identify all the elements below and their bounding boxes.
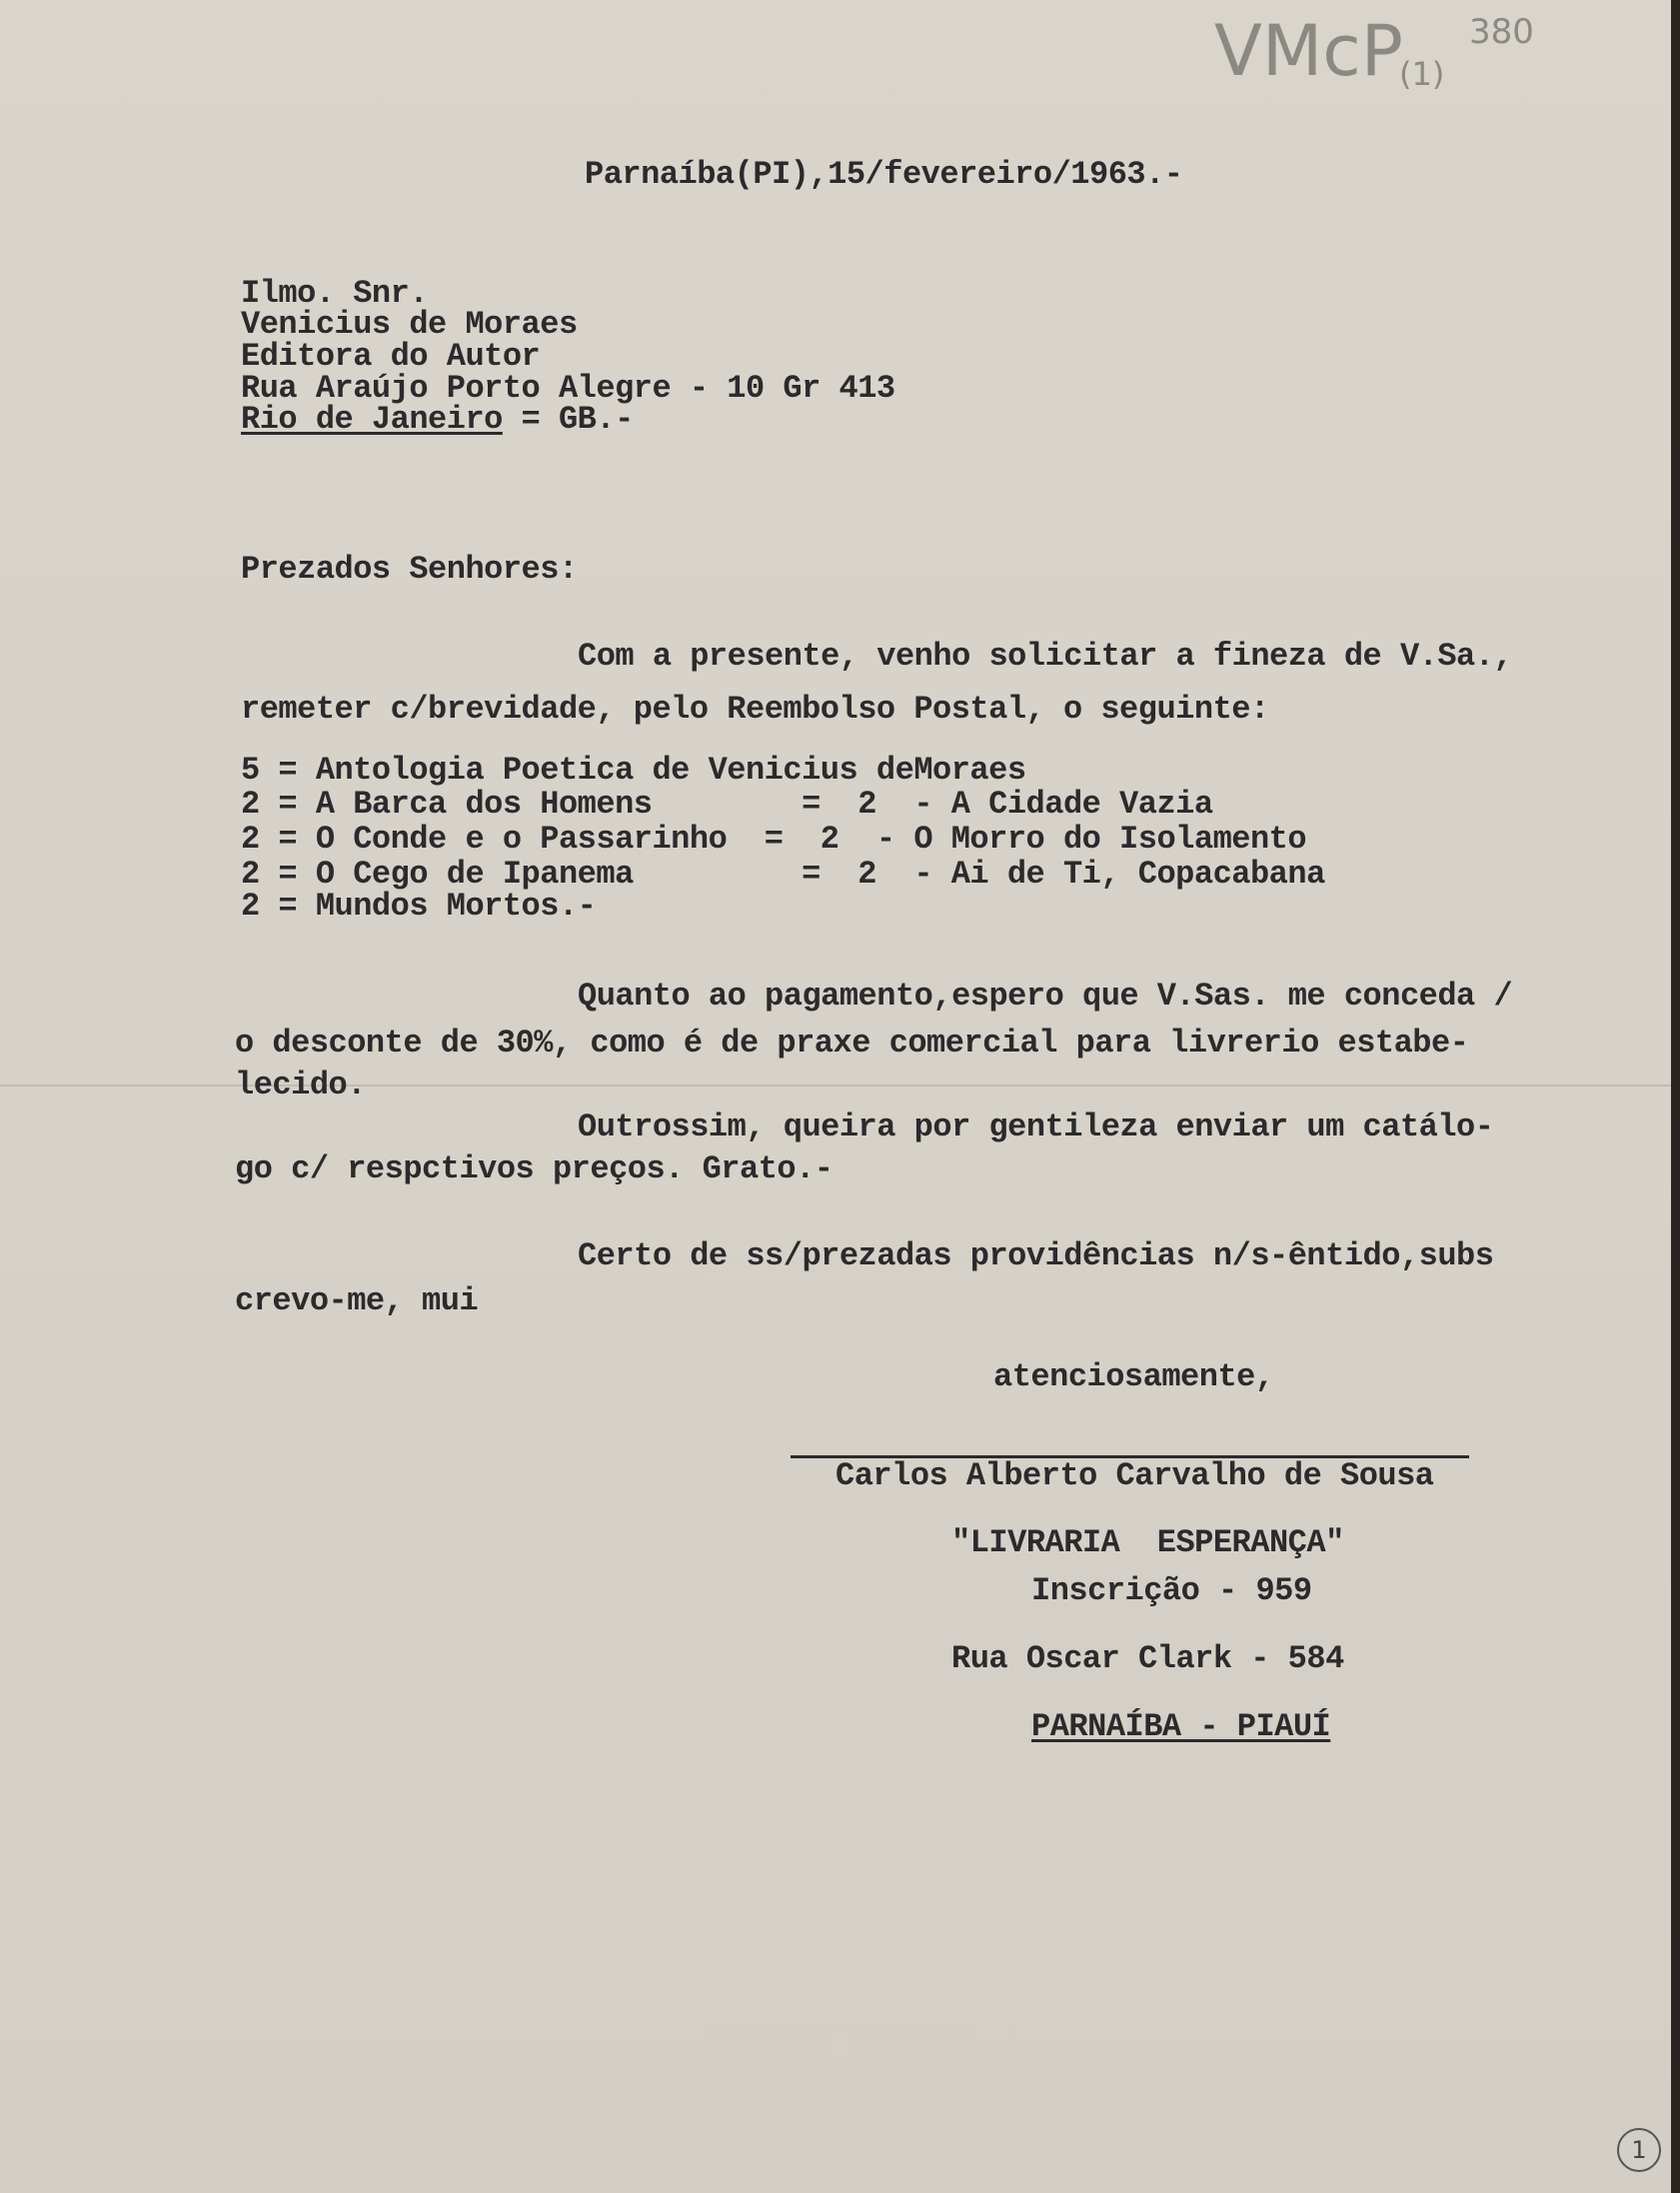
business-name: "LIVRARIA ESPERANÇA" xyxy=(951,1524,1344,1561)
archive-sub: (1) xyxy=(1399,55,1445,93)
order-item: 2 = A Barca dos Homens = 2 - A Cidade Vazia xyxy=(241,786,1213,823)
business-address: Rua Oscar Clark - 584 xyxy=(951,1640,1344,1677)
paragraph-line: Outrossim, queira por gentileza enviar um catálo- xyxy=(578,1108,1494,1145)
order-item: 2 = O Conde e o Passarinho = 2 - O Morro do Isolamento xyxy=(241,821,1307,858)
signer-name: Carlos Alberto Carvalho de Sousa xyxy=(836,1457,1434,1494)
recipient-line: Editora do Autor xyxy=(241,338,541,375)
archive-code: VMcP xyxy=(1214,10,1403,92)
paragraph-line: Com a presente, venho solicitar a fineza de V.Sa., xyxy=(578,638,1513,675)
paragraph-line: remeter c/brevidade, pelo Reembolso Postal, o seguinte: xyxy=(241,691,1269,728)
paragraph-line: o desconte de 30%, como é de praxe comercial para livrerio estabe- xyxy=(235,1025,1469,1062)
order-item: 2 = Mundos Mortos.- xyxy=(241,888,597,925)
order-item: 2 = O Cego de Ipanema = 2 - Ai de Ti, Copacabana xyxy=(241,856,1325,893)
page-number-mark: 1 xyxy=(1617,2128,1661,2172)
salutation: Prezados Senhores: xyxy=(241,551,578,588)
recipient-line: Venicius de Moraes xyxy=(241,306,578,343)
recipient-line: Rua Araújo Porto Alegre - 10 Gr 413 xyxy=(241,370,895,407)
recipient-line: Ilmo. Snr. xyxy=(241,275,429,312)
order-item: 5 = Antologia Poetica de Venicius deMoraes xyxy=(241,752,1026,789)
paragraph-line: Certo de ss/prezadas providências n/s-êntido,subs xyxy=(578,1237,1494,1274)
recipient-state: = GB.- xyxy=(502,401,634,438)
archive-number: 380 xyxy=(1469,12,1534,52)
closing: atenciosamente, xyxy=(993,1358,1274,1395)
business-city: PARNAÍBA - PIAUÍ xyxy=(1031,1708,1331,1745)
recipient-city: Rio de Janeiro xyxy=(241,401,503,438)
paragraph-line: go c/ respctivos preços. Grato.- xyxy=(235,1150,834,1187)
registration: Inscrição - 959 xyxy=(1031,1572,1312,1609)
recipient-line xyxy=(241,402,634,438)
paragraph-line: lecido. xyxy=(235,1067,366,1103)
paragraph-line: crevo-me, mui xyxy=(235,1282,479,1319)
date-line: Parnaíba(PI),15/fevereiro/1963.- xyxy=(585,156,1183,193)
paragraph-line: Quanto ao pagamento,espero que V.Sas. me conceda / xyxy=(578,978,1513,1015)
